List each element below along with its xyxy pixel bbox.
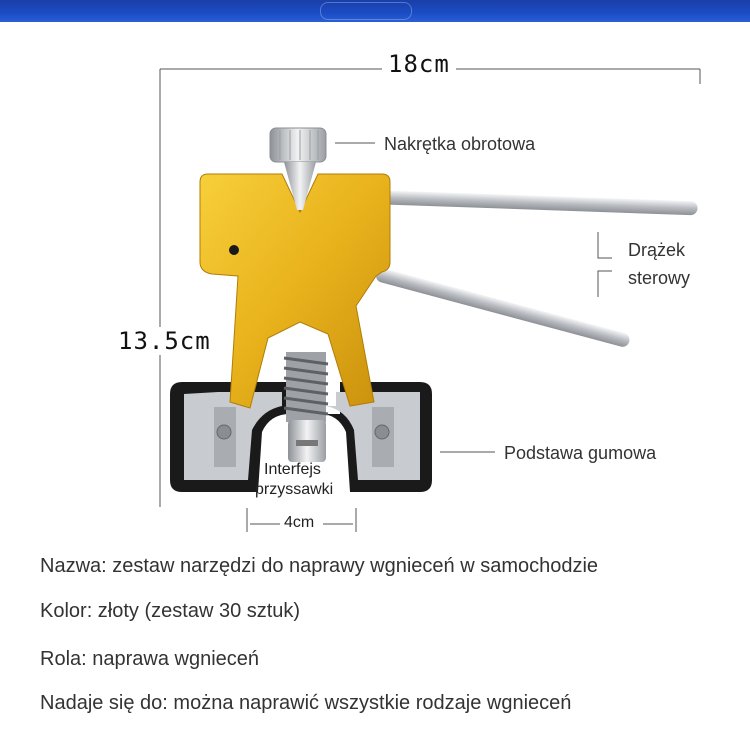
spec-role: Rola: naprawa wgnieceń	[40, 648, 260, 670]
interface-label-line1: Interfejs	[264, 461, 321, 478]
rod-label-line2: sterowy	[628, 268, 691, 288]
spec-name: Nazwa: zestaw narzędzi do naprawy wgnieceń w samochodzie	[40, 555, 599, 577]
product-diagram	[0, 22, 750, 542]
spec-suitable-for: Nadaje się do: można naprawić wszystkie rodzaje wgnieceń	[40, 692, 572, 714]
spec-color: Kolor: złoty (zestaw 30 sztuk)	[40, 600, 301, 622]
nut-label: Nakrętka obrotowa	[384, 134, 536, 154]
height-dimension-label: 13.5cm	[112, 327, 217, 355]
interface-dimension-label: 4cm	[284, 514, 315, 531]
base-label: Podstawa gumowa	[504, 443, 657, 463]
spring-assembly	[284, 352, 328, 462]
top-banner	[0, 0, 750, 22]
rod-label-line1: Drążek	[628, 240, 686, 260]
width-dimension-label: 18cm	[382, 50, 456, 78]
interface-label-line2: przyssawki	[255, 481, 334, 498]
banner-decoration	[320, 2, 412, 20]
